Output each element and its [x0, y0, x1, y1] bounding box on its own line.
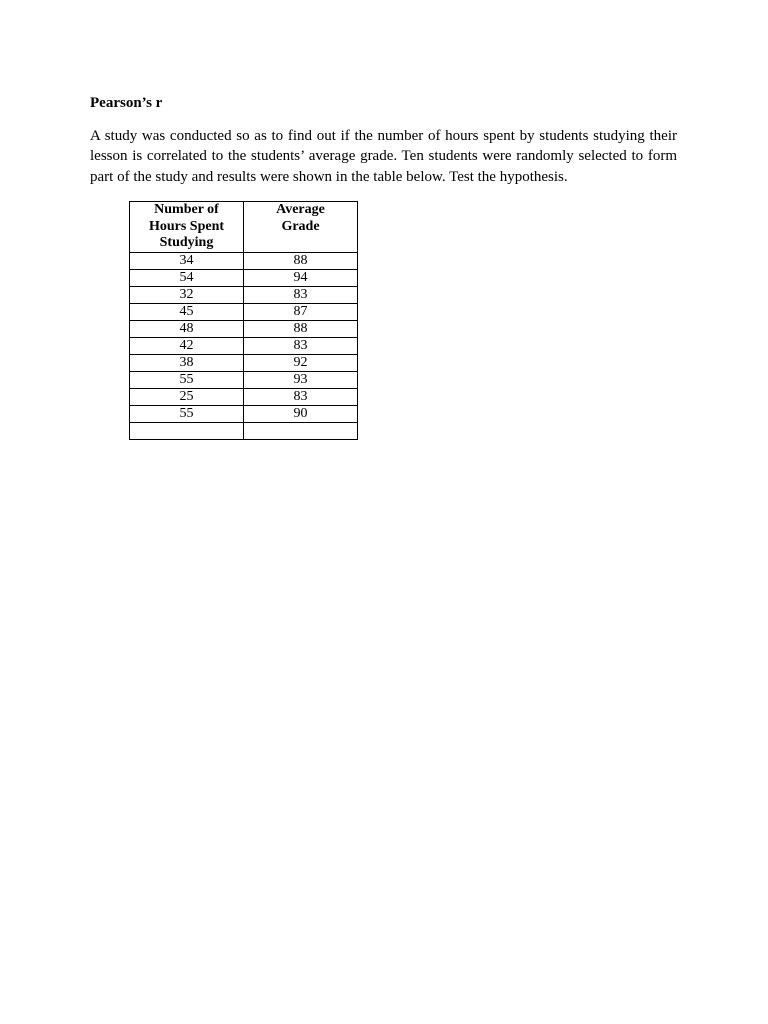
table-row [130, 269, 358, 286]
cell-grade: 94 [244, 269, 358, 286]
cell-grade: 88 [244, 320, 358, 337]
table-row [130, 252, 358, 269]
header-hours-studied-label: Number of Hours Spent Studying [148, 202, 225, 250]
table-header-row [130, 202, 358, 253]
table-row [130, 286, 358, 303]
table-row [130, 354, 358, 371]
cell-grade: 90 [244, 405, 358, 422]
data-table [129, 201, 358, 440]
cell-hours: 45 [130, 303, 244, 320]
table-row [130, 303, 358, 320]
cell-hours: 25 [130, 388, 244, 405]
document-title: Pearson’s r [90, 95, 163, 111]
cell-grade [244, 422, 358, 439]
cell-grade: 83 [244, 286, 358, 303]
cell-grade: 92 [244, 354, 358, 371]
cell-grade: 83 [244, 337, 358, 354]
cell-grade: 83 [244, 388, 358, 405]
cell-hours [130, 422, 244, 439]
header-average-grade-label: Average Grade [276, 202, 325, 234]
cell-hours: 54 [130, 269, 244, 286]
table-row [130, 405, 358, 422]
cell-hours: 32 [130, 286, 244, 303]
table-row [130, 320, 358, 337]
cell-grade: 87 [244, 303, 358, 320]
cell-grade: 93 [244, 371, 358, 388]
cell-hours: 34 [130, 252, 244, 269]
header-hours-studied [130, 202, 244, 253]
cell-hours: 55 [130, 405, 244, 422]
cell-hours: 42 [130, 337, 244, 354]
table-row [130, 371, 358, 388]
cell-grade: 88 [244, 252, 358, 269]
cell-hours: 48 [130, 320, 244, 337]
cell-hours: 55 [130, 371, 244, 388]
table-row [130, 388, 358, 405]
table-row [130, 337, 358, 354]
header-average-grade [244, 202, 358, 253]
table-row-empty [130, 422, 358, 439]
problem-statement: A study was conducted so as to find out if the number of hours spent by students studying their lesson is correlated to the students’ average grade. Ten students were randomly selected to form part of the study and results were shown in the table below. Test the hypothesis. [90, 128, 677, 185]
cell-hours: 38 [130, 354, 244, 371]
